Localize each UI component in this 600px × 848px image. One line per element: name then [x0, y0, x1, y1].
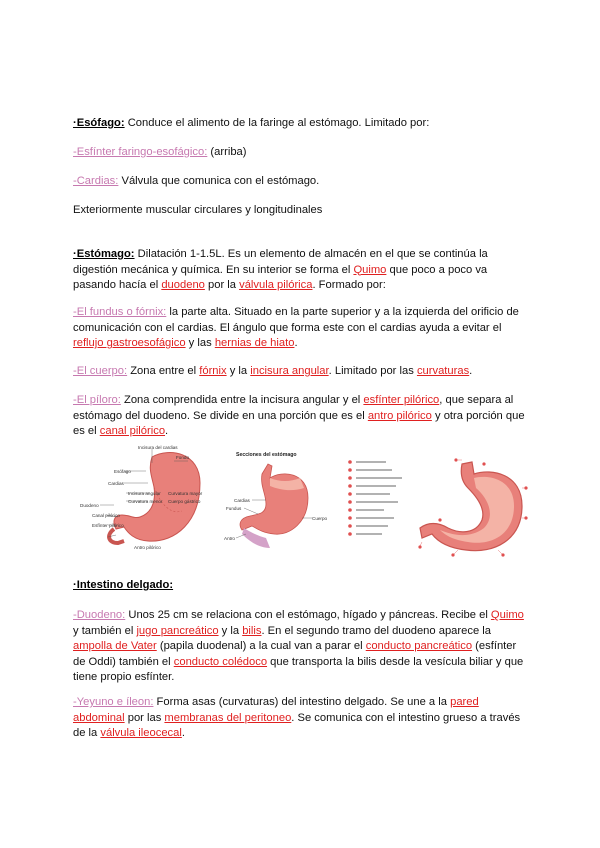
- cuerpo-text-1: Zona entre el: [127, 365, 200, 377]
- cuerpo-label: -El cuerpo:: [73, 365, 128, 377]
- fig1-label-10: Esfínter pilórico: [92, 523, 124, 528]
- fig1-label-8: Duodeno: [80, 503, 99, 508]
- duodeno-text-3: y la: [218, 624, 243, 637]
- esfinter-label: -Esfínter faringo-esofágico:: [73, 146, 208, 158]
- fundus-label: -El fundus o fórnix:: [73, 306, 167, 318]
- stomach-sections-diagram: [222, 448, 332, 556]
- duodeno-text-4: . En el segundo tramo del duodeno aparece la: [261, 624, 491, 637]
- fundus-text-1: la parte alta. Situado en la parte superior y a la izquierda del orificio de comunicación con el cardias. El ángulo que forma este con el cardias ayuda a evitar el: [73, 306, 519, 334]
- duodeno-text-7: que transporta la bilis desde la vesícula biliar y que tiene propio esfínter.: [73, 655, 524, 684]
- curvaturas-link: curvaturas: [416, 365, 470, 377]
- fundus-text-2: y las: [185, 337, 215, 350]
- jugo-link: jugo pancreático: [136, 624, 219, 637]
- fig2-label-2: Fundus: [226, 506, 242, 511]
- fig2-label-1: Cuerpo: [312, 516, 328, 521]
- esofago-text: Conduce el alimento de la faringe al estómago. Limitado por:: [124, 117, 430, 129]
- pared-link: pared abdominal: [73, 696, 479, 724]
- piloro-text-1: Zona comprendida entre la incisura angular y el: [120, 394, 364, 406]
- fig1-label-2: Esófago: [114, 469, 131, 474]
- fornix-link: fórnix: [199, 365, 227, 377]
- cuerpo-text-2: y la: [226, 365, 251, 377]
- duodeno-text-6: (esfínter de Oddi) también el: [73, 640, 517, 668]
- esfinter-pilorico-link: esfínter pilórico: [363, 394, 440, 406]
- estomago-text-4: . Formado por:: [312, 279, 386, 292]
- fig2-label-3: Antro: [224, 536, 235, 541]
- fundus-paragraph: [73, 305, 531, 352]
- duodeno-text-1: Unos 25 cm se relaciona con el estómago, hígado y páncreas. Recibe el: [125, 609, 491, 621]
- reflujo-link: reflujo gastroesofágico: [73, 337, 186, 350]
- piloro-text-3: y otra porción que es el: [73, 409, 525, 438]
- stomach-legend-list: [346, 458, 416, 538]
- fig1-label-5: Curvatura menor: [128, 499, 163, 504]
- estomago-paragraph: [73, 247, 531, 294]
- cardias-label: -Cardias:: [73, 175, 119, 187]
- cuerpo-text-4: .: [469, 365, 473, 377]
- esfinter-paragraph: [73, 145, 531, 161]
- conducto-pancreatico-link: conducto pancreático: [365, 640, 473, 653]
- piloro-text-4: .: [165, 425, 169, 438]
- duodeno-link: duodeno: [161, 279, 205, 292]
- yeyuno-label: -Yeyuno e íleon:: [73, 696, 154, 708]
- yeyuno-text-2: por las: [124, 711, 165, 724]
- duodeno-text-2: y también el: [73, 624, 137, 637]
- stomach-diagram-labeled: [78, 443, 208, 553]
- fig1-label-1: Fondo: [176, 455, 190, 460]
- ampolla-link: ampolla de Vater: [73, 640, 157, 653]
- cuerpo-paragraph: [73, 364, 531, 380]
- estomago-text-2: que poco a poco va pasando hacía el: [73, 263, 488, 292]
- fig1-label-11: Antro pilórico: [134, 545, 161, 550]
- duodeno-paragraph: [73, 608, 531, 686]
- ileocecal-link: válvula ileocecal: [100, 727, 182, 740]
- incisura-link: incisura angular: [250, 365, 329, 377]
- esofago-heading: ·Esófago:: [73, 117, 125, 129]
- fig1-label-4: Incisura angular: [128, 491, 161, 496]
- valvula-link: válvula pilórica: [239, 279, 313, 292]
- duodeno-text-5: (papila duodenal) a la cual van a parar el: [156, 640, 366, 653]
- yeyuno-text-1: Forma asas (curvaturas) del intestino delgado. Se une a la: [153, 696, 451, 708]
- exterior-paragraph: Exteriormente muscular circulares y longitudinales: [73, 204, 323, 216]
- stomach-cross-section: [418, 458, 528, 558]
- fig1-label-7: Cuerpo gástrico: [168, 499, 201, 504]
- yeyuno-paragraph: [73, 695, 531, 742]
- hernias-link: hernias de hiato: [214, 337, 295, 350]
- fig1-label-0: Incisura del cardias: [138, 445, 178, 450]
- esfinter-text: (arriba): [207, 146, 247, 158]
- fig1-label-3: Cardias: [108, 481, 124, 486]
- bilis-link: bilis: [242, 624, 262, 637]
- estomago-heading: ·Estómago:: [73, 248, 135, 260]
- fig2-label-0: Cardias: [234, 498, 250, 503]
- coledoco-link: conducto colédoco: [173, 655, 268, 668]
- yeyuno-text-4: .: [181, 727, 185, 740]
- esofago-paragraph: [73, 116, 531, 132]
- stomach-shape-2: [240, 464, 308, 534]
- intestino-heading: ·Intestino delgado:: [73, 579, 174, 591]
- fig1-label-6: Curvatura mayor: [168, 491, 203, 496]
- intestino-heading-paragraph: [73, 578, 531, 594]
- stomach-shape: [114, 453, 200, 542]
- fundus-text-3: .: [294, 337, 298, 350]
- canal-link: canal pilórico: [99, 425, 166, 438]
- fig2-title: Secciones del estómago: [236, 452, 297, 458]
- cuerpo-text-3: . Limitado por las: [328, 365, 417, 377]
- duodeno-label: -Duodeno:: [73, 609, 126, 621]
- fig1-label-9: Canal pilórico: [92, 513, 120, 518]
- antro-link: antro pilórico: [367, 409, 432, 422]
- quimo-link-2: Quimo: [490, 609, 524, 621]
- piloro-text-2: , que separa al estómago del duodeno. Se divide en una porción que es el: [73, 394, 514, 422]
- estomago-text-3: por la: [204, 279, 240, 292]
- cardias-text: Válvula que comunica con el estómago.: [118, 175, 320, 187]
- piloro-label: -El píloro:: [73, 394, 121, 406]
- membranas-link: membranas del peritoneo: [164, 711, 292, 724]
- quimo-link: Quimo: [353, 263, 387, 276]
- estomago-text-1: Dilatación 1-1.5L. Es un elemento de almacén en el que se continúa la digestión mecánica y química. En su interior se forma el: [73, 248, 488, 276]
- piloro-paragraph: [73, 393, 531, 440]
- yeyuno-text-3: . Se comunica con el intestino grueso a través de la: [73, 711, 521, 740]
- cardias-paragraph: [73, 174, 531, 190]
